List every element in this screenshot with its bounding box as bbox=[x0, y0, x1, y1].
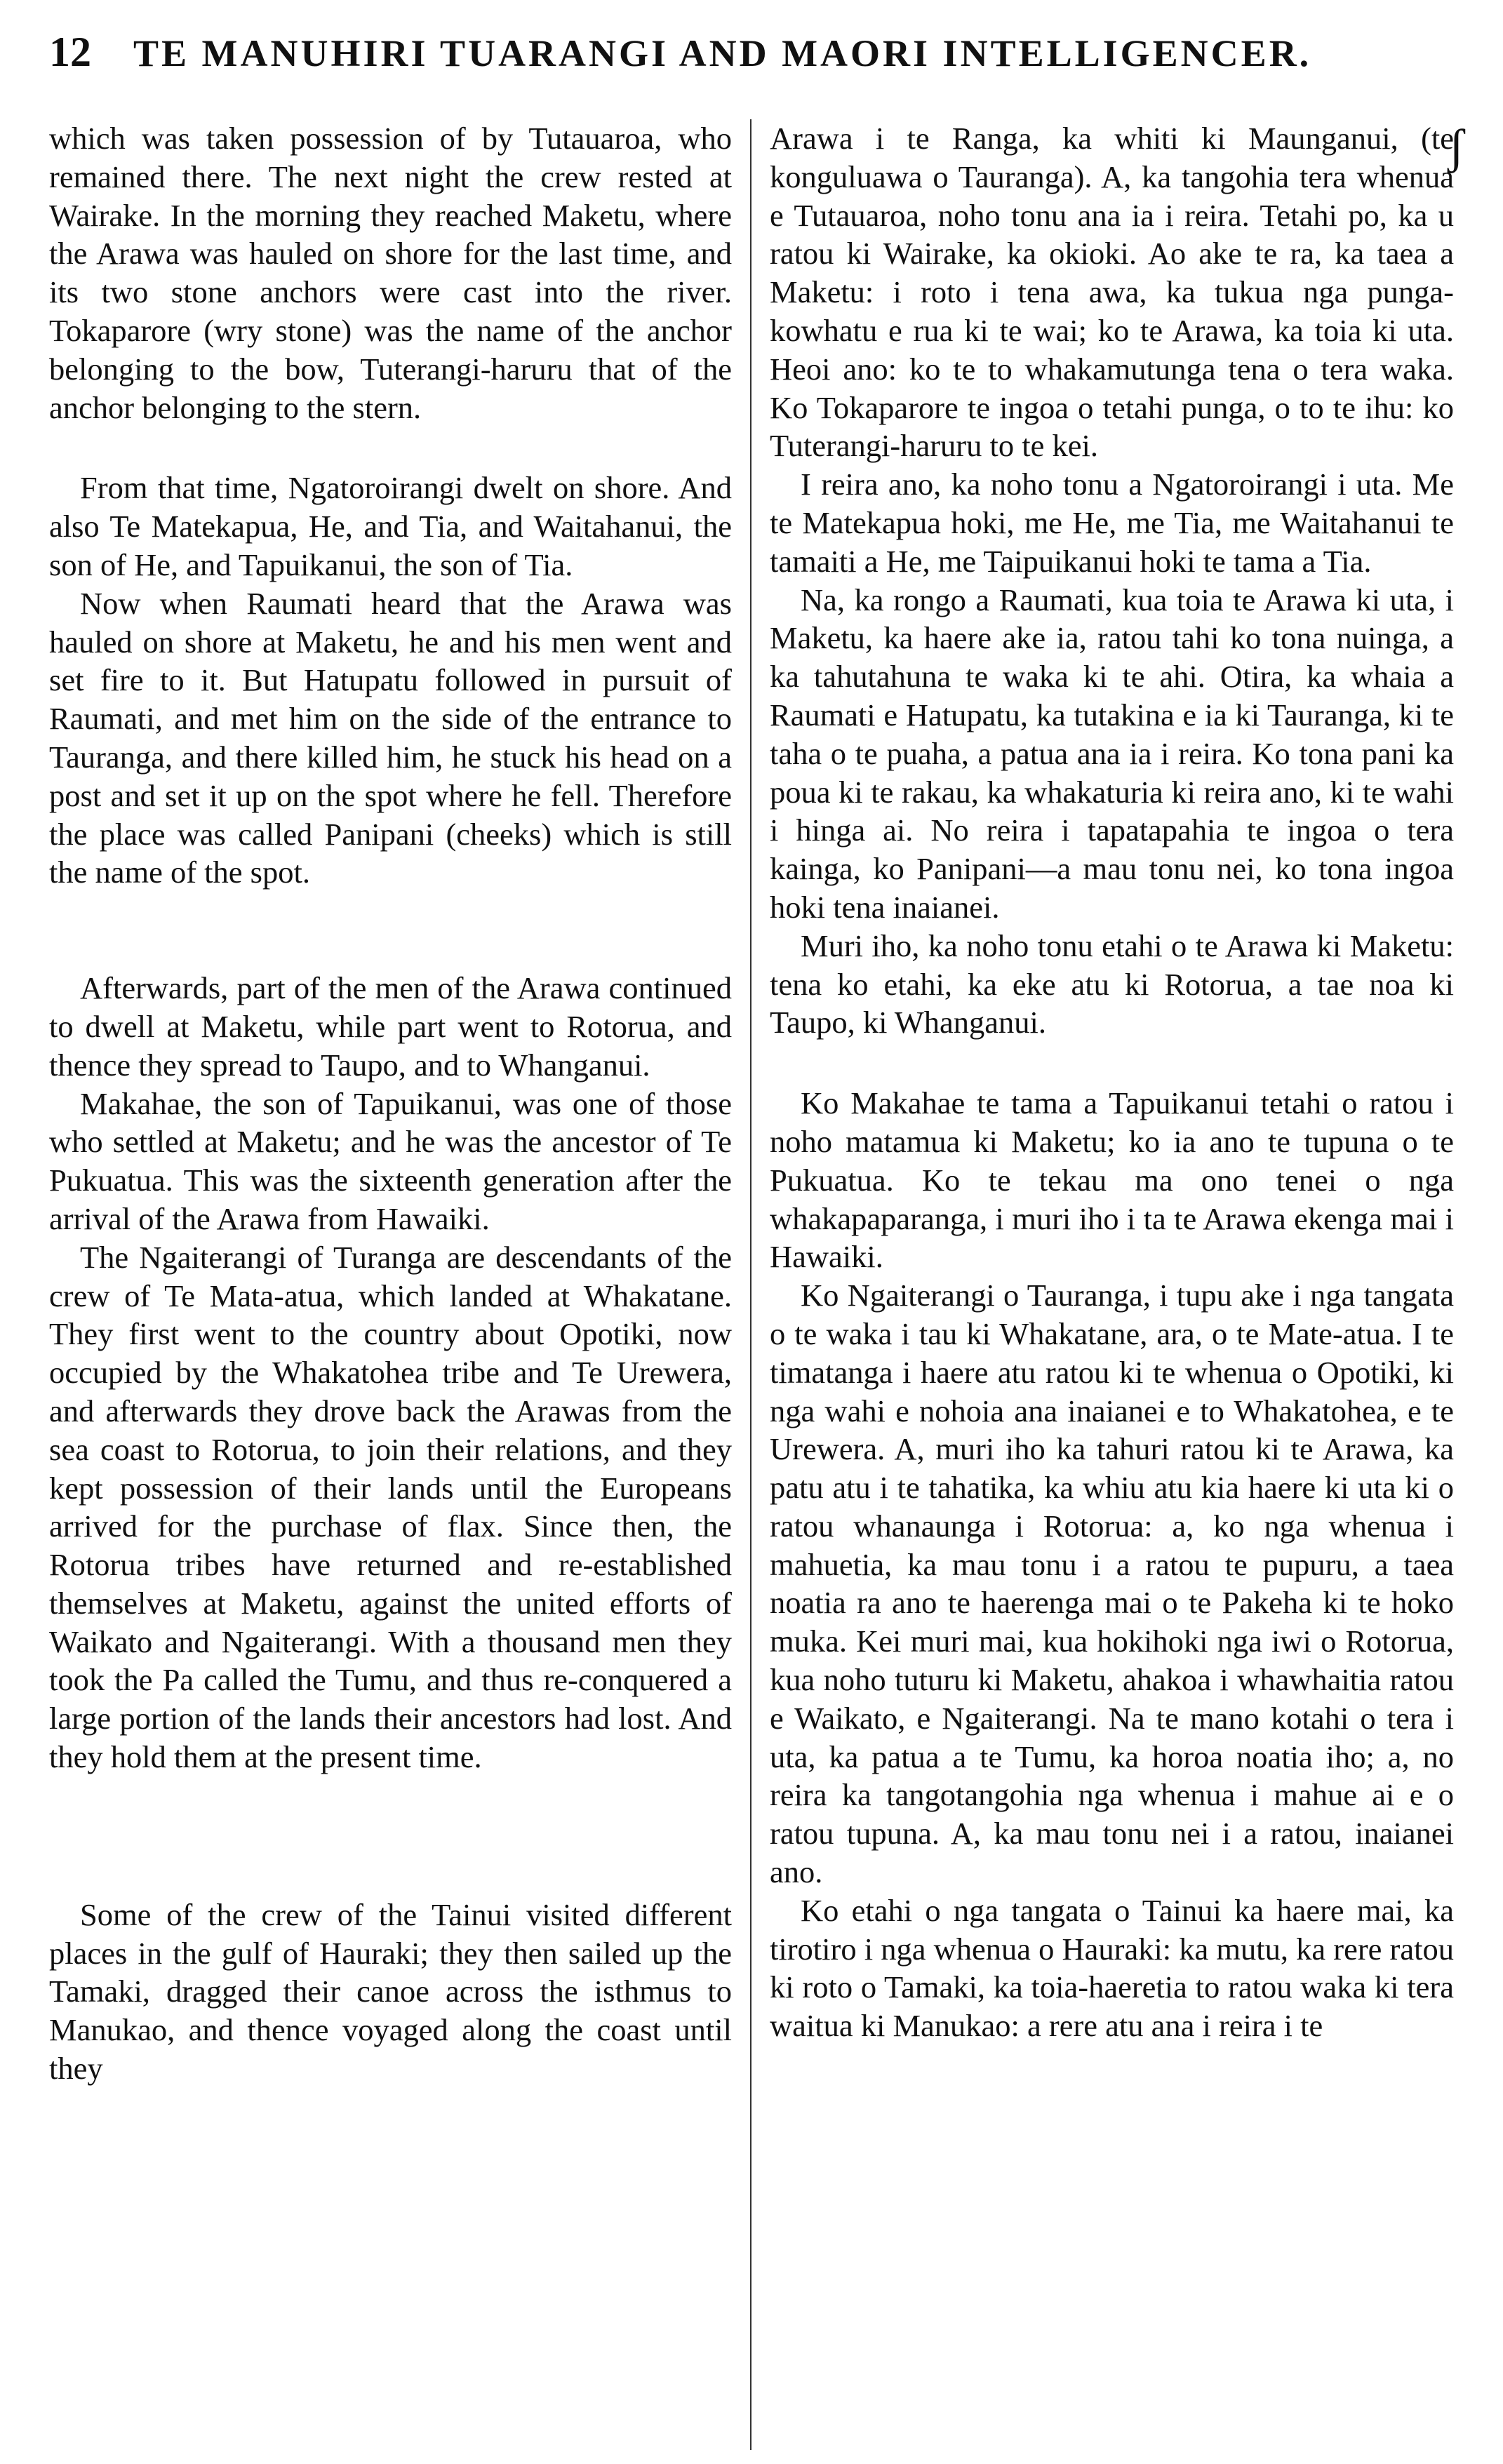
english-paragraph: Afterwards, part of the men of the Arawa continued to dwell at Maketu, while part went to Rotorua, and thence they spread to Taupo, and to Whanganui. bbox=[49, 970, 732, 1083]
maori-paragraph: Ko Ngaiterangi o Tauranga, i tupu ake i nga tangata o te waka i tau ki Whakatane, ara, o te Mate-atua. I te timatanga i haere atu ratou ki te whenua o Opotiki, ki nga wahi e nohoia ana inaianei e to Whakatohea, e te Urewera. A, muri iho ka tahuri ratou ki te Arawa, ka patu atu i te tahatika, ka whiu atu kia haere ki uta ki o ratou whanaunga i Rotorua: a, ko nga whenua i mahuetia, ka mau tonu i a ratou te pupuru, a taea noatia ra ano te haerenga mai o te Pakeha ki te hoko muka. Kei muri mai, kua hokihoki nga iwi o Rotorua, kua noho tuturu ki Maketu, ahakoa i whawhaitia ratou e Waikato, e Ngaiterangi. Na te mano kotahi o tera i uta, ka patua a te Tumu, ka horoa noatia iho; a, no reira ka tangotangohia nga whenua i mahue ai e o ratou tupuna. A, ka mau tonu nei i a ratou, inaianei ano. bbox=[770, 1278, 1454, 1890]
maori-paragraph: Muri iho, ka noho tonu etahi o te Arawa ki Maketu: tena ko etahi, ka eke atu ki Rotorua, a tae noa ki Taupo, ki Whanganui. bbox=[770, 928, 1454, 1040]
english-paragraph: Some of the crew of the Tainui visited different places in the gulf of Hauraki; they then sailed up the Tamaki, dragged their canoe across the isthmus to Manukao, and thence voyaged along the coast until they bbox=[49, 1896, 732, 2087]
maori-paragraph: I reira ano, ka noho tonu a Ngatoroirangi i uta. Me te Matekapua hoki, me He, me Tia, me Waitahanui te tamaiti a He, me Taipuikanui hoki te tama a Tia. bbox=[770, 467, 1454, 579]
english-paragraph: Now when Raumati heard that the Arawa was hauled on shore at Maketu, he and his men went and set fire to it. But Hatupatu followed in pursuit of Raumati, and met him on the side of the entrance to Tauranga, and there killed him, he stuck his head on a post and set it up on the spot where he fell. Therefore the place was called Panipani (cheeks) which is still the name of the spot. bbox=[49, 585, 732, 890]
maori-paragraph: Ko Makahae te tama a Tapuikanui tetahi o ratou i noho matamua ki Maketu; ko ia ano te tupuna o te Pukuatua. Ko te tekau ma ono tenei o nga whakapaparanga, i muri iho i ta te Arawa ekenga mai i Hawaiki. bbox=[770, 1085, 1454, 1275]
text-columns bbox=[49, 119, 1454, 2450]
running-title: TE MANUHIRI TUARANGI AND MAORI INTELLIGENCER. bbox=[133, 32, 1312, 74]
corner-mark: ʃ bbox=[1448, 120, 1464, 174]
english-paragraph: The Ngaiterangi of Turanga are descendants of the crew of Te Mata-atua, which landed at Whakatane. They first went to the country about Opotiki, now occupied by the Whakatohea tribe and Te Urewera, and afterwards they drove back the Arawas from the sea coast to Rotorua, to join their relations, and they kept possession of their lands until the Europeans arrived for the purchase of flax. Since then, the Rotorua tribes have returned and re-established themselves at Maketu, against the united efforts of Waikato and Ngaiterangi. With a thousand men they took the Pa called the Tumu, and thus re-conquered a large portion of the lands their ancestors had lost. And they hold them at the present time. bbox=[49, 1239, 732, 1775]
page-number: 12 bbox=[49, 29, 91, 75]
maori-column bbox=[752, 119, 1454, 2450]
english-paragraph: which was taken possession of by Tutauaroa, who remained there. The next night the crew rested at Wairake. In the morning they reached Maketu, where the Arawa was hauled on shore for the last time, and its two stone anchors were cast into the river. Tokaparore (wry stone) was the name of the anchor belonging to the bow, Tuterangi-haruru that of the anchor belonging to the stern. bbox=[49, 121, 732, 425]
english-column bbox=[49, 119, 752, 2450]
english-paragraph: Makahae, the son of Tapuikanui, was one of those who settled at Maketu; and he was the ancestor of Te Pukuatua. This was the sixteenth generation after the arrival of the Arawa from Hawaiki. bbox=[49, 1085, 732, 1236]
maori-paragraph: Na, ka rongo a Raumati, kua toia te Arawa ki uta, i Maketu, ka haere ake ia, ratou tahi ko tona nuinga, a ka tahutahuna te waka ki te ahi. Otira, ka whaia a Raumati e Hatupatu, ka tutakina e ia ki Tauranga, ki te taha o te puaha, a patua ana ia i reira. Ko tona pani ka poua ki te rakau, ka whakaturia ki reira ano, ki te wahi i hinga ai. No reira i tapatapahia te ingoa o tera kainga, ko Panipani—a mau tonu nei, ko tona ingoa hoki tena inaianei. bbox=[770, 582, 1454, 925]
english-paragraph: From that time, Ngatoroirangi dwelt on shore. And also Te Matekapua, He, and Tia, and Waitahanui, the son of He, and Tapuikanui, the son of Tia. bbox=[49, 470, 732, 582]
maori-paragraph: Ko etahi o nga tangata o Tainui ka haere mai, ka tirotiro i nga whenua o Hauraki: ka mutu, ka rere ratou ki roto o Tamaki, ka toia-haeretia to ratou waka ki tera waitua ki Manukao: a rere atu ana i reira i te bbox=[770, 1892, 1454, 2044]
maori-paragraph: Arawa i te Ranga, ka whiti ki Maunganui, (te konguluawa o Tauranga). A, ka tangohia tera whenua e Tutauaroa, noho tonu ana ia i reira. Tetahi po, ka u ratou ki Wairake, ka okioki. Ao ake te ra, ka taea a Maketu: i roto i tena awa, ka tukua nga punga-kowhatu e rua ki te wai; ko te Arawa, ka toia ki uta. Heoi ano: ko te to whakamutunga tena o tera waka. Ko Tokaparore te ingoa o tetahi punga, o to te ihu: ko Tuterangi-haruru to te kei. bbox=[770, 121, 1454, 464]
page-header bbox=[49, 28, 1454, 98]
